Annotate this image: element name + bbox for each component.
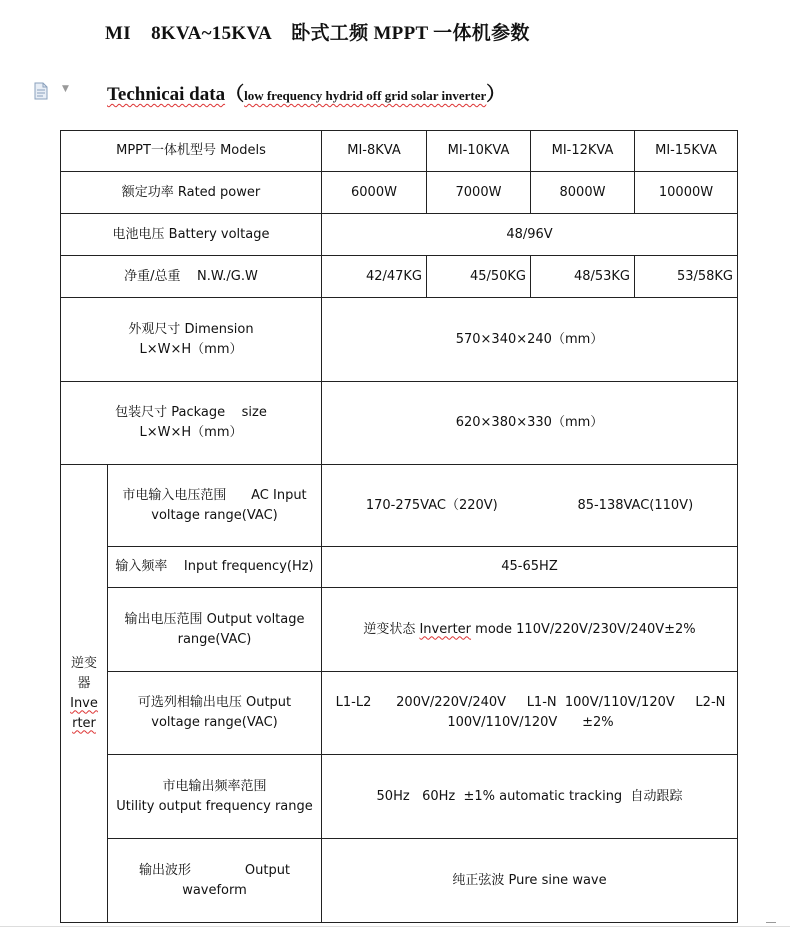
ac-input-value: [322, 465, 738, 547]
section-subtitle: [107, 79, 505, 106]
utility-frequency-label-line: Utility output frequency range: [116, 798, 313, 814]
rated-power-cell: 8000W: [531, 172, 635, 214]
model-cell: MI-12KVA: [531, 131, 635, 172]
dimension-value: 570×340×240（mm）: [322, 298, 738, 382]
split-phase-value-line: 100V/110V/120V ±2%: [447, 715, 614, 730]
table-row: [61, 465, 738, 547]
model-cell: MI-10KVA: [427, 131, 531, 172]
subtitle-main: Technicai data: [107, 84, 226, 105]
table-row: [61, 672, 738, 755]
dimension-label-line: L×W×H（mm）: [139, 341, 243, 357]
page-title: MI 8KVA~15KVA 卧式工频 MPPT 一体机参数: [105, 23, 530, 44]
table-row: [61, 131, 738, 172]
output-voltage-rest: mode 110V/220V/230V/240V±2%: [471, 621, 696, 637]
ac-input-label-line: 市电输入电压范围 AC Input: [122, 487, 307, 503]
input-frequency-value: 45-65HZ: [322, 547, 738, 588]
weight-cell: 48/53KG: [531, 256, 635, 298]
table-row: [61, 755, 738, 839]
rated-power-label: 额定功率 Rated power: [61, 172, 322, 214]
input-frequency-label: 输入频率 Input frequency(Hz): [108, 547, 322, 588]
output-voltage-prefix: 逆变状态: [363, 621, 420, 637]
table-row: [61, 382, 738, 465]
rated-power-cell: 10000W: [635, 172, 738, 214]
table-row: [61, 298, 738, 382]
subtitle-detail: low frequency hydrid off grid solar inverter: [244, 88, 487, 103]
inverter-category: [61, 465, 108, 923]
battery-value: 48/96V: [322, 214, 738, 256]
waveform-label-line: waveform: [182, 882, 247, 898]
dimension-label-line: 外观尺寸 Dimension: [128, 321, 254, 337]
table-row: [61, 214, 738, 256]
model-cell: MI-15KVA: [635, 131, 738, 172]
output-voltage-label-line: range(VAC): [177, 631, 252, 647]
weight-cell: 53/58KG: [635, 256, 738, 298]
waveform-label-cn: 输出波形: [138, 862, 191, 878]
table-row: [61, 839, 738, 923]
ac-input-value-110: 85-138VAC(110V): [577, 497, 694, 513]
waveform-value: 纯正弦波 Pure sine wave: [322, 839, 738, 923]
ac-input-label: [108, 465, 322, 547]
utility-frequency-label: [108, 755, 322, 839]
utility-frequency-value: 50Hz 60Hz ±1% automatic tracking 自动跟踪: [322, 755, 738, 839]
rated-power-cell: 7000W: [427, 172, 531, 214]
output-voltage-label-line: 输出电压范围 Output voltage: [124, 611, 305, 627]
subtitle-close-paren: ）: [486, 84, 506, 105]
page-corner-mark: [766, 922, 776, 923]
ac-input-value-220: 170-275VAC（220V): [365, 497, 498, 513]
package-label-line: L×W×H（mm）: [139, 425, 243, 440]
chevron-down-icon[interactable]: ▼: [62, 84, 69, 94]
package-label-line: 包装尺寸 Package size: [115, 405, 267, 420]
split-phase-label: [108, 672, 322, 755]
package-label: [61, 382, 322, 465]
split-phase-value: [322, 672, 738, 755]
page-bottom-divider: [0, 926, 790, 927]
weight-label: 净重/总重 N.W./G.W: [61, 256, 322, 298]
split-phase-value-line: L1-L2 200V/220V/240V L1-N 100V/110V/120V L2-N: [335, 695, 726, 710]
waveform-label-en: Output: [244, 862, 291, 878]
inverter-category-line: rter: [72, 715, 96, 731]
table-row: [61, 547, 738, 588]
inverter-category-line: 逆变: [70, 655, 97, 671]
weight-cell: 42/47KG: [322, 256, 427, 298]
spec-table: [60, 130, 738, 923]
package-value: 620×380×330（mm）: [322, 382, 738, 465]
weight-cell: 45/50KG: [427, 256, 531, 298]
utility-frequency-label-line: 市电输出频率范围: [162, 778, 267, 794]
table-row: [61, 172, 738, 214]
rated-power-cell: 6000W: [322, 172, 427, 214]
split-phase-label-line: 可选列相输出电压 Output: [137, 695, 292, 710]
split-phase-label-line: voltage range(VAC): [151, 715, 278, 730]
battery-label: 电池电压 Battery voltage: [61, 214, 322, 256]
document-icon[interactable]: [34, 82, 48, 100]
subtitle-open-paren: （: [225, 84, 245, 105]
output-voltage-label: [108, 588, 322, 672]
output-voltage-value: [322, 588, 738, 672]
output-voltage-word: Inverter: [419, 621, 472, 637]
waveform-label: [108, 839, 322, 923]
dimension-label: [61, 298, 322, 382]
table-row: [61, 256, 738, 298]
ac-input-label-line: voltage range(VAC): [151, 507, 278, 523]
inverter-category-line: 器: [77, 675, 91, 691]
table-row: [61, 588, 738, 672]
inverter-category-line: Inve: [70, 695, 98, 711]
model-cell: MI-8KVA: [322, 131, 427, 172]
models-label: MPPT一体机型号 Models: [61, 131, 322, 172]
